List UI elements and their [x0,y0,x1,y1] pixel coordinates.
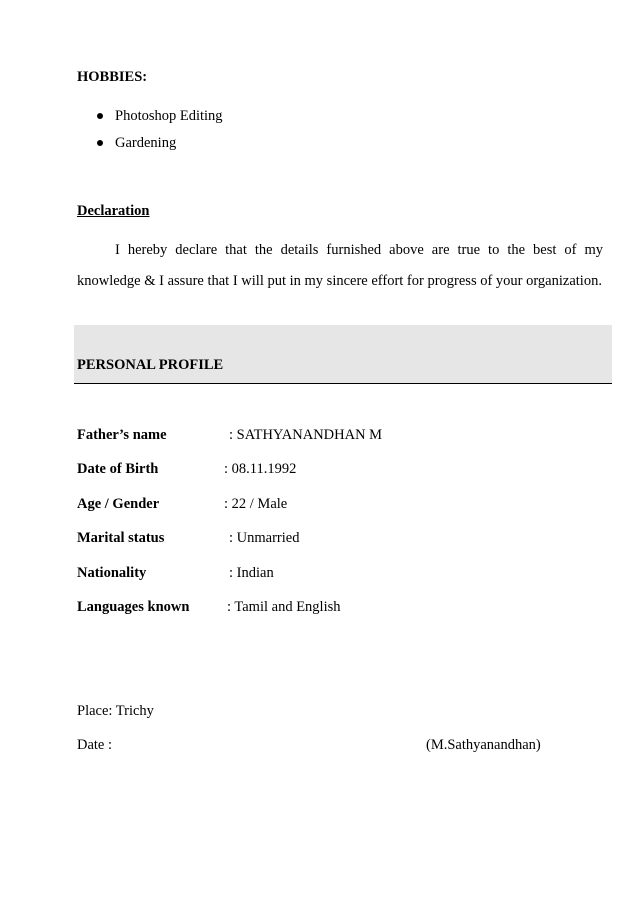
field-value: : Unmarried [229,530,300,546]
profile-section-band [74,325,612,384]
bullet-icon [97,140,103,146]
profile-row-marital-status [77,530,597,550]
profile-row-nationality [77,565,597,585]
signature-name: (M.Sathyanandhan) [426,737,541,753]
field-label: Date of Birth [77,461,159,477]
hobbies-list [95,106,223,160]
field-label: Marital status [77,530,165,546]
profile-row-languages [77,599,597,619]
field-value: : SATHYANANDHAN M [229,427,383,443]
place-text: Place: Trichy [77,703,154,719]
field-value: : Indian [229,565,274,581]
hobby-item [95,106,223,133]
hobby-label: Gardening [115,135,177,151]
field-value: : 22 / Male [224,496,288,512]
profile-row-dob [77,461,597,481]
hobby-item [95,133,223,160]
field-label: Nationality [77,565,147,581]
profile-heading: PERSONAL PROFILE [77,357,224,373]
declaration-heading: Declaration [77,203,150,219]
field-label: Languages known [77,599,190,615]
field-value: : 08.11.1992 [224,461,297,477]
hobby-label: Photoshop Editing [115,108,223,124]
field-label: Father’s name [77,427,167,443]
field-value: : Tamil and English [227,599,341,615]
field-label: Age / Gender [77,496,160,512]
profile-row-father-name [77,427,597,447]
profile-row-age-gender [77,496,597,516]
hobbies-heading: HOBBIES: [77,69,148,85]
declaration-text: I hereby declare that the details furnished above are true to the best of my knowledge & I assure that I will put in my sincere effort for progress of your organization. [77,242,603,289]
bullet-icon [97,113,103,119]
date-text: Date : [77,737,113,753]
